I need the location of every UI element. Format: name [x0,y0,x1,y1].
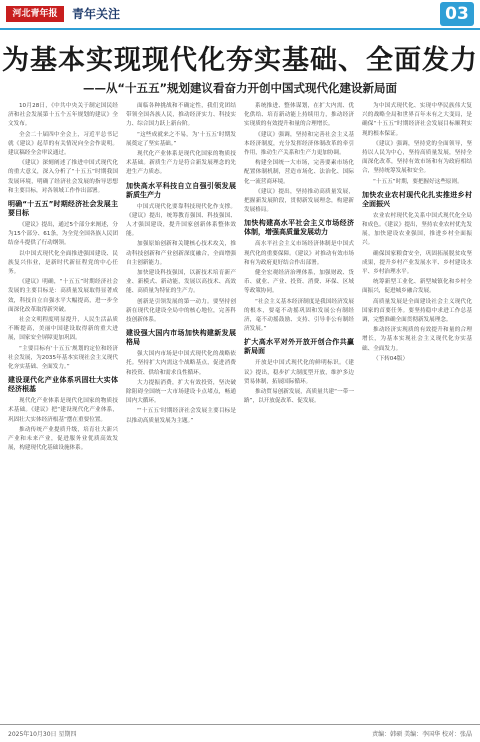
article-paragraph: 为中国式现代化、实现中华民族伟大复兴的战略全局和世界百年未有之大变局，是确保“十五五”时期经济社会发展目标顺利实现的根本保证。 [362,103,472,137]
section-heading: 明确“十五五”时期经济社会发展主要目标 [8,200,118,218]
section-heading: 加快农业农村现代化扎实推进乡村全面振兴 [362,190,472,208]
article-paragraph: 农业农村现代化关系中国式现代化全局和成色。《建议》提出，坚持农业农村优先发展，加快建设农业强国，推进乡村全面振兴。 [362,212,472,247]
article-paragraph: 面临各种挑战和不确定性，我们党团结带领全国各族人民，推动经济实力、科技实力、综合国力跃上新台阶。 [126,103,236,128]
article-paragraph: 《建议》深刻阐述了推进中国式现代化的重大意义，深入分析了“十五五”时期我国发展环境，明确了经济社会发展的指导思想和主要目标，对各领域工作作出部署。 [8,160,118,194]
article-paragraph: 高水平社会主义市场经济体制是中国式现代化的重要保障。《建议》对推动有效市场和有为政府更好结合作出部署。 [244,241,354,266]
article-paragraph: 加快建设科技强国，以新技术培育新产业、新模式、新动能，发展以高技术、高效能、高质量为特征的生产力。 [126,270,236,295]
article-column [362,102,472,720]
article-paragraph: 确保国家粮食安全，巩固拓展脱贫攻坚成果，提升乡村产业发展水平、乡村建设水平、乡村治理水平。 [362,250,472,276]
section-heading: 建设强大国内市场加快构建新发展格局 [126,329,236,347]
article-paragraph: 10月28日，《中共中央关于制定国民经济和社会发展第十五个五年规划的建议》全文发布。 [8,103,118,128]
masthead-bar [0,0,480,28]
newspaper-logo: 河北青年报 [6,6,64,22]
article-paragraph: “十五五”时期，要把握好这些原则。 [373,178,463,185]
main-headline: 为基本实现现代化夯实基础、全面发力 [2,45,478,76]
article-paragraph: 加强原始创新和关键核心技术攻关，推动科技创新和产业创新深度融合，全面增强自主创新能力。 [126,241,236,266]
article-paragraph: 《建议》强调，坚持和完善社会主义基本经济制度，充分发挥经济体制改革的牵引作用，推动生产关系和生产力更加协调。 [244,131,354,157]
article-paragraph: 健全宏观经济治理体系，加强财政、货币、就业、产业、投资、消费、环保、区域等政策协同。 [244,270,354,295]
article-paragraph: “社会主义基本经济制度是我国经济发展的根本，要毫不动摇巩固和发展公有制经济，毫不动摇鼓励、支持、引导非公有制经济发展。” [244,298,354,333]
article-paragraph: 以中国式现代化全面推进强国建设、民族复兴伟业，是新时代新征程党的中心任务。 [8,250,118,276]
page-footer [0,724,480,742]
article-paragraph: 构建全国统一大市场，完善要素市场化配置体制机制，营造市场化、法治化、国际化一流营商环境。 [244,160,354,185]
article-paragraph: 社会文明程度明显提升，人民生活品质不断提高，美丽中国建设取得新的重大进展，国家安全屏障更加巩固。 [8,317,118,342]
article-column [8,102,118,720]
article-paragraph: 推动贸易创新发展，高质量共建“一带一路”，以开放促改革、促发展。 [244,389,354,405]
section-heading: 扩大高水平对外开放开创合作共赢新局面 [244,338,354,356]
section-title: 青年关注 [72,7,121,21]
article-paragraph: 强大国内市场是中国式现代化的战略依托。坚持扩大内需这个战略基点，促进消费和投资、供给和需求良性循环。 [126,351,236,376]
section-heading: 加快构建高水平社会主义市场经济体制，增强高质量发展动力 [244,219,354,237]
article-paragraph: 《建议》强调，坚持党的全面领导，坚持以人民为中心，坚持高质量发展，坚持全面深化改革，坚持有效市场和有为政府相结合，坚持统筹发展和安全。 [362,140,472,175]
article-column [126,102,236,720]
article-paragraph: 现代化产业体系是现代化国家的物质技术基础。新质生产力是符合新发展理念的先进生产力质态。 [126,151,236,176]
page-number-badge: 03 [440,2,474,26]
article-paragraph: 大力提振消费，扩大有效投资，坚决破除阻碍全国统一大市场建设卡点堵点，畅通国内大循环。 [126,379,236,405]
article-paragraph: 开放是中国式现代化的鲜明标识。《建议》提出，稳步扩大制度型开放，维护多边贸易体制，拓展国际循环。 [244,360,354,385]
article-paragraph: 高质量发展是全面建设社会主义现代化国家的首要任务。要坚持稳中求进工作总基调，完整准确全面贯彻新发展理念。 [362,298,472,324]
article-paragraph: “‘十五五’时期经济社会发展主要目标是以推动高质量发展为主题。” [126,408,236,424]
article-paragraph: （下转04版） [373,355,409,362]
article-paragraph: 现代化产业体系是现代化国家的物质技术基础。《建议》把“建设现代化产业体系，巩固壮大实体经济根基”摆在重要位置。 [8,398,118,423]
article-paragraph: 中国式现代化要靠科技现代化作支撑。《建议》提出，统筹教育强国、科技强国、人才强国建设，提升国家创新体系整体效能。 [126,203,236,238]
article-paragraph: 推动传统产业提质升级，培育壮大新兴产业和未来产业，促进服务业优质高效发展，构建现代化基础设施体系。 [8,426,118,452]
article-paragraph: 系统推进、整体谋划，在扩大内需、优化供给、培育新动能上持续用力，推动经济实现质的有效提升和量的合理增长。 [244,103,354,128]
article-body [8,102,472,720]
article-paragraph: 《建议》提出，坚持推动高质量发展，把握新发展阶段，贯彻新发展理念，构建新发展格局。 [244,188,354,214]
article-column [244,102,354,720]
footer-editors: 责编：韩硕 美编：李国华 校对：张晶 [372,731,472,738]
article-paragraph: 全会二十届四中全会上，习近平总书记就《建议》起草的有关情况向全会作说明。建议稿经全会审议通过。 [8,131,118,157]
subheadline: ——从“十五五”规划建议看奋力开创中国式现代化建设新局面 [82,81,398,95]
article-paragraph: 创新是引领发展的第一动力。要坚持创新在现代化建设全局中的核心地位，完善科技创新体系。 [126,298,236,324]
header-rule [0,28,480,30]
footer-date: 2025年10月30日 星期四 [8,731,77,738]
article-paragraph: 《建议》明确，“十五五”时期经济社会发展的主要目标是：高质量发展取得显著成效，科技自立自强水平大幅提高，进一步全面深化改革取得新突破。 [8,279,118,313]
article-paragraph: 统筹新型工业化、新型城镇化和乡村全面振兴，促进城乡融合发展。 [362,279,472,295]
section-heading: 建设现代化产业体系巩固壮大实体经济根基 [8,376,118,394]
article-paragraph: 推动经济实现质的有效提升和量的合理增长，为基本实现社会主义现代化夯实基础、全面发力。 [362,327,472,352]
article-paragraph: “主要目标有‘十五五’规划的定位和经济社会发展，为2035年基本实现社会主义现代化夯实基础、全面发力。” [8,345,118,371]
section-heading: 加快高水平科技自立自强引领发展新质生产力 [126,181,236,199]
article-paragraph: “这些成就来之不易，为‘十五五’时期发展奠定了坚实基础。” [126,131,236,147]
article-paragraph: 《建议》提出，通过5个部分来阐述，分为15个部分、61条，为全党全国各族人民团结奋斗提供了行动纲领。 [8,222,118,247]
